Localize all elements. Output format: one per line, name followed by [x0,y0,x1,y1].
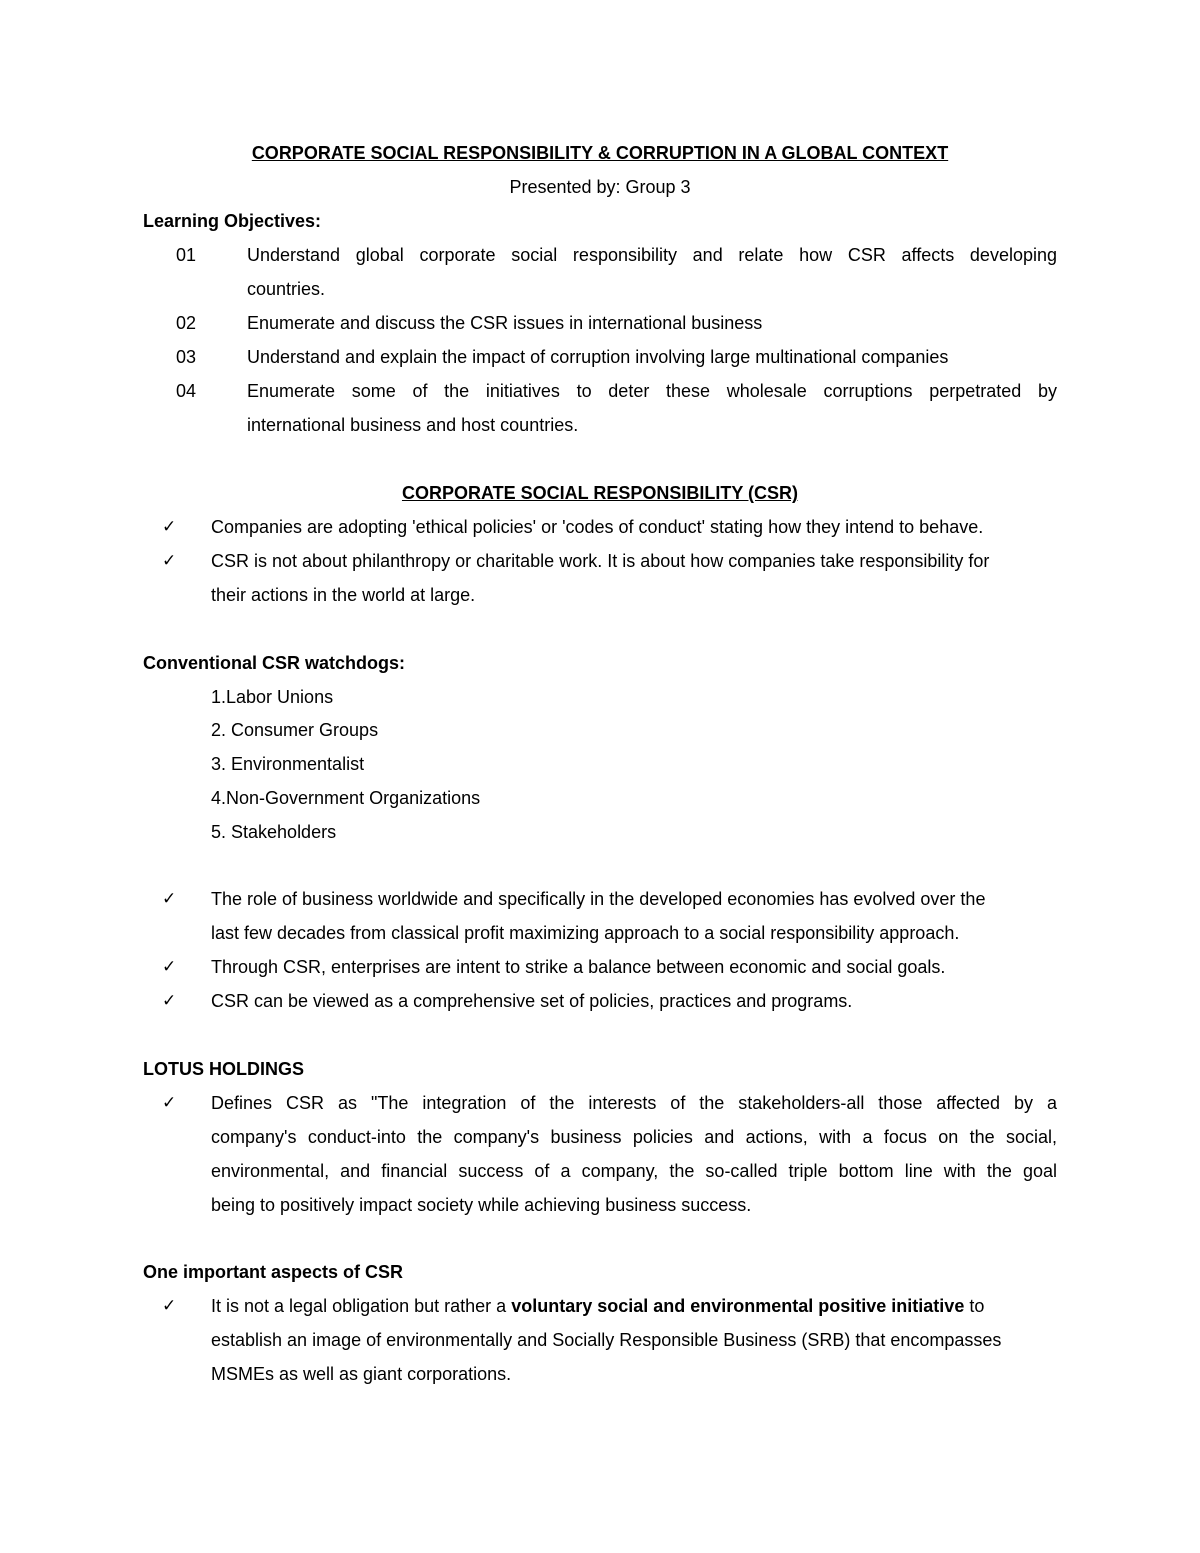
objective-text: Understand and explain the impact of corruption involving large multinational companies [247,347,949,367]
bullet-text: CSR is not about philanthropy or charitable work. It is about how companies take responsibility for [211,551,990,571]
presented-by: Presented by: Group 3 [509,177,691,197]
objective-text: Understand global corporate social responsibility and relate how CSR affects developing [247,245,1057,265]
checkmark-icon: ✓ [162,957,177,976]
checkmark-icon: ✓ [162,517,177,536]
lotus-text-line: environmental, and financial success of a company, the so-called triple bottom line with the goal [211,1161,1057,1181]
bullet-text: The role of business worldwide and specifically in the developed economies has evolved over the [211,889,986,909]
bullet-text: Companies are adopting 'ethical policies' or 'codes of conduct' stating how they intend to behave. [211,517,984,537]
bullet-text-continued: their actions in the world at large. [211,585,476,605]
aspects-text-post: to [964,1296,985,1316]
checkmark-icon: ✓ [162,551,177,570]
objective-number: 02 [176,313,197,333]
aspects-text-bold: voluntary social and environmental positive initiative [511,1296,965,1316]
checkmark-icon: ✓ [162,889,177,908]
objective-number: 01 [176,245,197,265]
watchdogs-heading: Conventional CSR watchdogs: [143,653,406,673]
aspects-text-line: MSMEs as well as giant corporations. [211,1364,512,1384]
checkmark-icon: ✓ [162,1093,177,1112]
objective-text-continued: international business and host countries. [247,415,579,435]
watchdog-item: 5. Stakeholders [211,822,337,842]
learning-objectives-heading: Learning Objectives: [143,211,322,231]
aspects-heading: One important aspects of CSR [143,1262,404,1282]
watchdog-item: 4.Non-Government Organizations [211,788,481,808]
lotus-heading: LOTUS HOLDINGS [143,1059,304,1079]
aspects-text-pre: It is not a legal obligation but rather a [211,1296,512,1316]
watchdog-item: 1.Labor Unions [211,687,334,707]
objective-number: 03 [176,347,197,367]
csr-section-heading: CORPORATE SOCIAL RESPONSIBILITY (CSR) [401,483,799,503]
document-title: CORPORATE SOCIAL RESPONSIBILITY & CORRUPTION IN A GLOBAL CONTEXT [251,143,949,163]
bullet-text: CSR can be viewed as a comprehensive set of policies, practices and programs. [211,991,853,1011]
watchdog-item: 2. Consumer Groups [211,720,379,740]
lotus-text-line: Defines CSR as "The integration of the interests of the stakeholders-all those affected by a [211,1093,1057,1113]
watchdog-item: 3. Environmentalist [211,754,365,774]
aspects-text-line: establish an image of environmentally and Socially Responsible Business (SRB) that encompasses [211,1330,1002,1350]
lotus-text-line: being to positively impact society while achieving business success. [211,1195,752,1215]
objective-number: 04 [176,381,197,401]
objective-text: Enumerate and discuss the CSR issues in international business [247,313,763,333]
checkmark-icon: ✓ [162,991,177,1010]
lotus-text-line: company's conduct-into the company's business policies and actions, with a focus on the social, [211,1127,1057,1147]
objective-text-continued: countries. [247,279,326,299]
bullet-text-continued: last few decades from classical profit maximizing approach to a social responsibility approach. [211,923,960,943]
bullet-text: Through CSR, enterprises are intent to strike a balance between economic and social goals. [211,957,946,977]
checkmark-icon: ✓ [162,1296,177,1315]
objective-text: Enumerate some of the initiatives to deter these wholesale corruptions perpetrated by [247,381,1057,401]
aspects-text-line [211,1296,984,1317]
